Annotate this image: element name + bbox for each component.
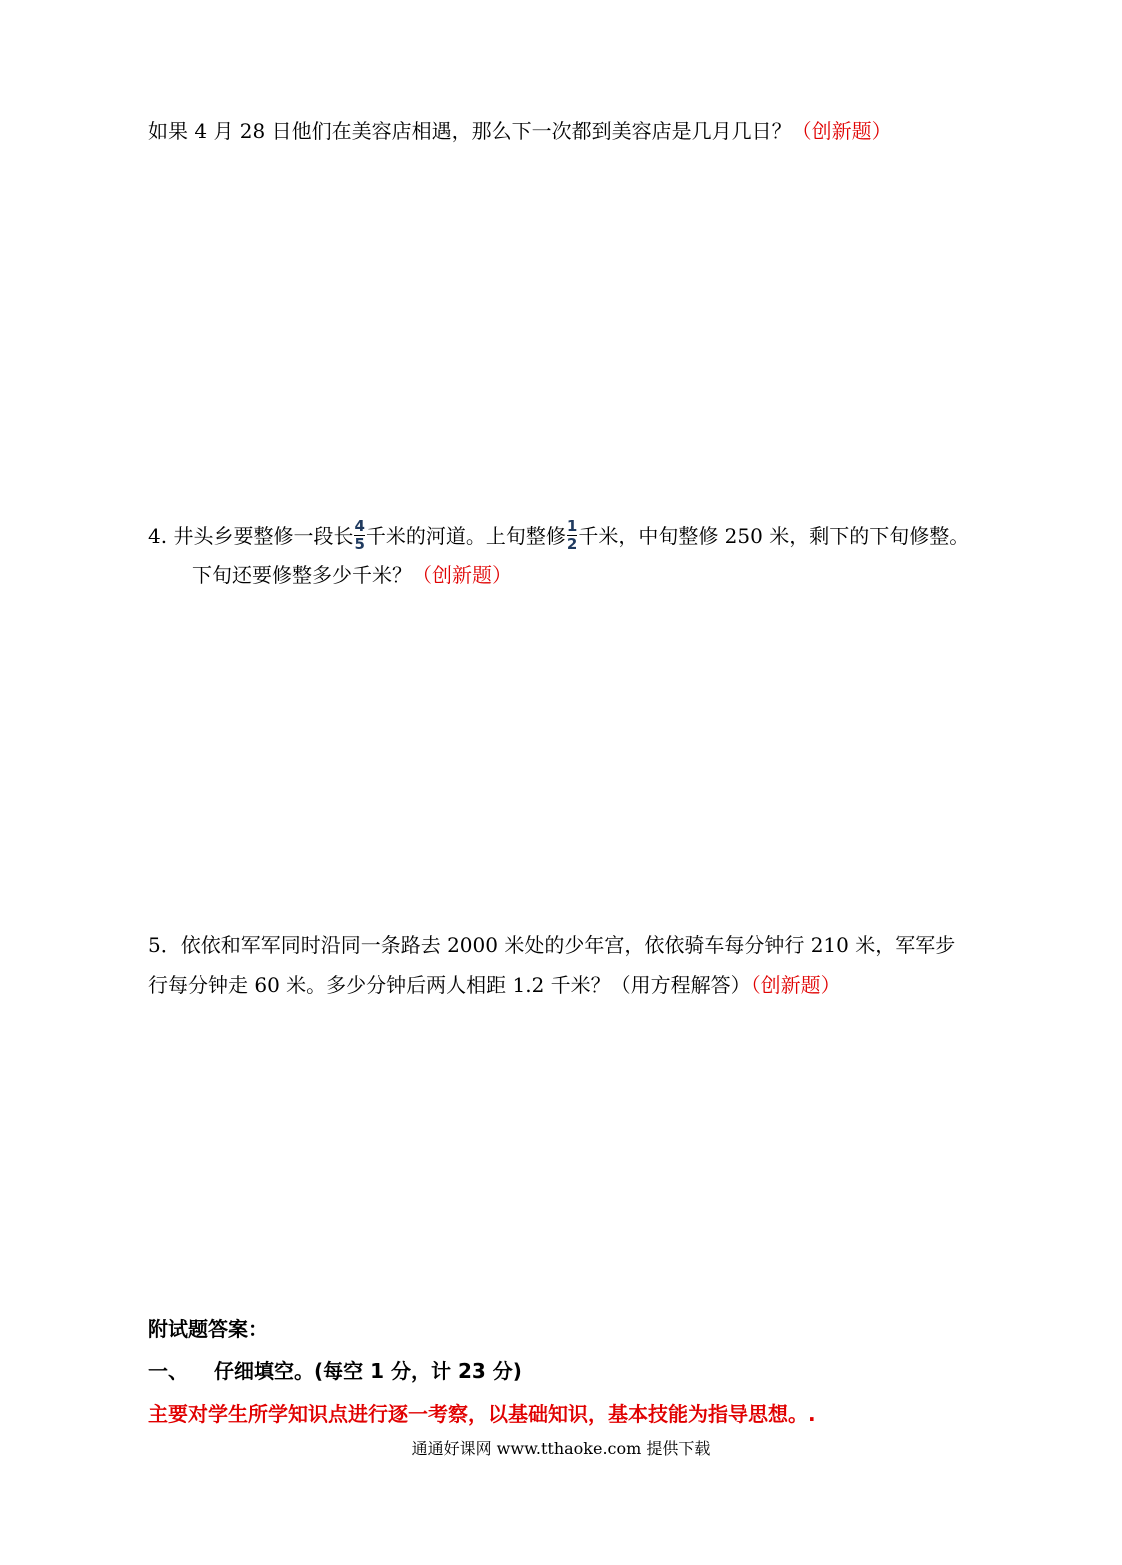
question-4-line-2 bbox=[192, 561, 512, 589]
question-4-text-part2: 千米的河道。上旬整修 bbox=[365, 524, 566, 548]
question-3-text: 如果 4 月 28 日他们在美容店相遇，那么下一次都到美容店是几月几日？ bbox=[148, 119, 792, 143]
section-number: 一、 bbox=[148, 1359, 188, 1383]
fraction-four-fifths bbox=[354, 518, 364, 553]
fraction-denominator: 2 bbox=[566, 535, 578, 553]
question-5-text-line1: 5．依依和军军同时沿同一条路去 2000 米处的少年宫，依依骑车每分钟行 210 米，军军步 bbox=[148, 933, 956, 957]
question-4-text-part3: 千米，中旬整修 250 米，剩下的下旬修整。 bbox=[578, 524, 970, 548]
question-5-text-line2: 行每分钟走 60 米。多少分钟后两人相距 1.2 千米？（用方程解答） bbox=[148, 973, 751, 997]
question-4 bbox=[148, 516, 969, 556]
innovation-tag: （创新题） bbox=[412, 563, 512, 587]
answers-note: 主要对学生所学知识点进行逐一考察，以基础知识，基本技能为指导思想。. bbox=[148, 1402, 816, 1426]
fraction-denominator: 5 bbox=[354, 535, 365, 553]
answers-section-1 bbox=[148, 1357, 522, 1385]
fraction-numerator: 1 bbox=[566, 517, 578, 535]
question-4-text-line2: 下旬还要修整多少千米？ bbox=[192, 563, 412, 587]
question-5-line-2 bbox=[148, 971, 841, 999]
innovation-tag: （创新题） bbox=[791, 119, 892, 143]
innovation-tag: （创新题） bbox=[750, 973, 841, 997]
question-4-text-part1: 4. 井头乡要整修一段长 bbox=[148, 524, 354, 548]
question-5-line-1 bbox=[148, 931, 955, 959]
fraction-one-half bbox=[567, 518, 577, 553]
question-3-continuation bbox=[148, 117, 892, 145]
page-footer: 通通好课网 www.tthaoke.com 提供下载 bbox=[411, 1439, 711, 1458]
section-title: 仔细填空。(每空 1 分，计 23 分) bbox=[214, 1359, 522, 1383]
answers-heading: 附试题答案： bbox=[148, 1317, 268, 1341]
fraction-numerator: 4 bbox=[354, 517, 365, 535]
